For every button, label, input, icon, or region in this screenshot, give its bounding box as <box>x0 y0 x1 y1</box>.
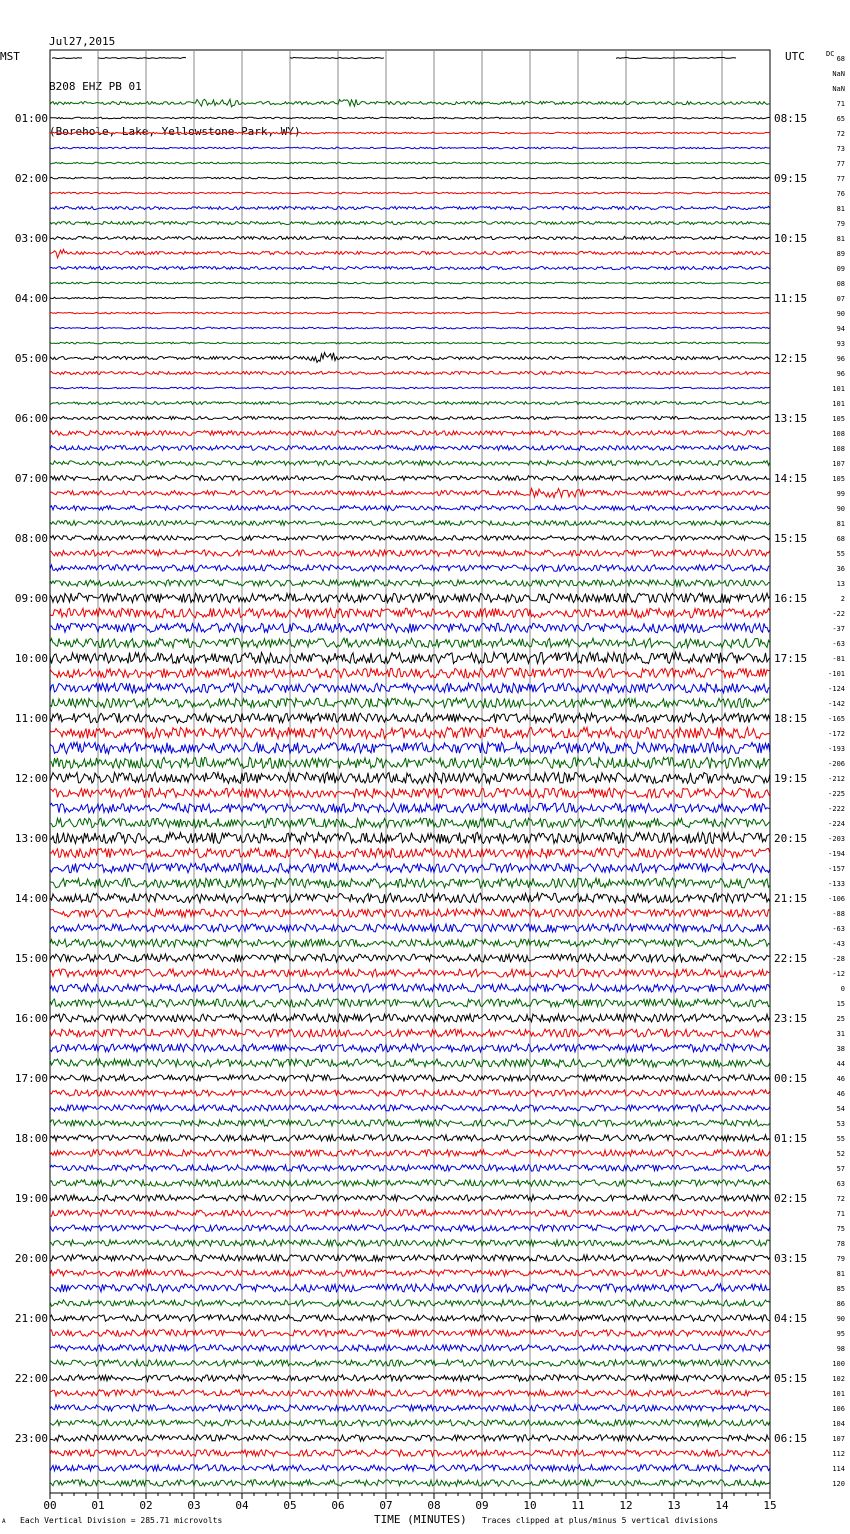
seismic-trace <box>50 1435 770 1441</box>
seismic-trace <box>50 1180 770 1186</box>
clip-note: Traces clipped at plus/minus 5 vertical divisions <box>482 1516 719 1525</box>
left-hour-label: 01:00 <box>14 112 48 125</box>
dc-offset-label: 106 <box>832 1405 845 1413</box>
seismic-trace <box>50 698 770 708</box>
dc-offset-label: 38 <box>836 1045 845 1053</box>
dc-offset-label: 89 <box>836 250 845 258</box>
dc-offset-label: 75 <box>836 1225 845 1233</box>
dc-offset-label: -165 <box>828 715 845 723</box>
right-hour-label: 10:15 <box>774 232 808 245</box>
seismic-trace <box>50 1120 770 1126</box>
seismic-trace <box>50 177 770 179</box>
dc-offset-label: 85 <box>836 1285 845 1293</box>
dc-offset-label: 94 <box>836 325 845 333</box>
seismic-trace <box>50 99 770 107</box>
seismic-trace <box>50 1059 770 1067</box>
dc-offset-label: 100 <box>832 1360 845 1368</box>
seismic-trace <box>50 282 770 284</box>
seismic-trace <box>50 1300 770 1306</box>
x-tick-label: 13 <box>667 1499 681 1512</box>
dc-offset-label: 86 <box>836 1300 845 1308</box>
right-hour-label: 18:15 <box>774 712 808 725</box>
dc-offset-label: -224 <box>828 820 845 828</box>
seismic-trace <box>50 1284 770 1292</box>
left-hour-label: 10:00 <box>14 652 48 665</box>
dc-offset-label: 2 <box>840 595 845 603</box>
seismic-trace <box>50 623 770 633</box>
x-tick-label: 15 <box>763 1499 777 1512</box>
seismic-trace <box>50 1135 770 1141</box>
dc-offset-label: 71 <box>836 1210 845 1218</box>
seismic-trace <box>50 1315 770 1321</box>
dc-offset-label: -172 <box>828 730 845 738</box>
seismic-trace <box>50 476 770 481</box>
dc-offset-label: -203 <box>828 835 845 843</box>
dc-offset-label: 13 <box>836 580 845 588</box>
right-hour-labels <box>774 112 807 1445</box>
left-hour-label: 22:00 <box>14 1372 48 1385</box>
dc-offset-label: -142 <box>828 700 845 708</box>
left-hour-label: 09:00 <box>14 592 48 605</box>
seismic-trace <box>50 1375 770 1381</box>
dc-offset-label: 0 <box>840 985 845 993</box>
seismic-trace <box>290 57 384 58</box>
seismic-trace <box>52 58 82 59</box>
dc-offset-label: 108 <box>832 445 845 453</box>
right-hour-label: 19:15 <box>774 772 808 785</box>
dc-offset-label: 31 <box>836 1030 845 1038</box>
seismic-trace <box>50 683 770 693</box>
seismic-trace <box>50 221 770 224</box>
seismic-trace <box>50 1345 770 1351</box>
seismic-trace <box>50 984 770 992</box>
dc-offset-label: 96 <box>836 370 845 378</box>
dc-offset-label: -37 <box>832 625 845 633</box>
right-hour-label: 17:15 <box>774 652 808 665</box>
right-timezone-label: UTC <box>785 50 805 63</box>
dc-offset-label: 78 <box>836 1240 845 1248</box>
dc-offset-label: 46 <box>836 1075 845 1083</box>
dc-offset-label: 65 <box>836 115 845 123</box>
seismic-trace <box>50 1014 770 1022</box>
dc-offset-labels <box>826 50 845 1488</box>
dc-offset-label: -124 <box>828 685 845 693</box>
seismic-trace <box>50 431 770 436</box>
right-hour-label: 03:15 <box>774 1252 808 1265</box>
dc-offset-label: -81 <box>832 655 845 663</box>
seismic-trace <box>50 727 770 738</box>
dc-offset-label: 52 <box>836 1150 845 1158</box>
dc-offset-label: 79 <box>836 220 845 228</box>
seismic-trace <box>50 1210 770 1216</box>
right-hour-label: 06:15 <box>774 1432 808 1445</box>
dc-offset-label: -225 <box>828 790 845 798</box>
dc-offset-label: 57 <box>836 1165 845 1173</box>
seismic-trace <box>50 1150 770 1156</box>
dc-offset-label: NaN <box>832 85 845 93</box>
right-hour-label: 14:15 <box>774 472 808 485</box>
x-tick-label: 09 <box>475 1499 489 1512</box>
seismic-trace <box>98 57 186 58</box>
left-hour-label: 03:00 <box>14 232 48 245</box>
dc-offset-label: 36 <box>836 565 845 573</box>
seismic-trace <box>50 353 770 363</box>
x-tick-label: 02 <box>139 1499 153 1512</box>
dc-offset-label: 81 <box>836 1270 845 1278</box>
vertical-division-note: Each Vertical Division = 285.71 microvolts <box>20 1516 223 1525</box>
seismic-trace <box>50 371 770 374</box>
dc-offset-label: -88 <box>832 910 845 918</box>
left-hour-label: 13:00 <box>14 832 48 845</box>
dc-offset-label: 25 <box>836 1015 845 1023</box>
seismic-trace <box>50 1405 770 1411</box>
dc-offset-label: 108 <box>832 430 845 438</box>
seismic-trace <box>50 638 770 648</box>
seismic-trace <box>50 803 770 813</box>
left-hour-label: 07:00 <box>14 472 48 485</box>
left-hour-labels <box>15 112 48 1445</box>
dc-offset-label: 98 <box>836 1345 845 1353</box>
dc-offset-label: 120 <box>832 1480 845 1488</box>
dc-offset-label: 73 <box>836 145 845 153</box>
seismic-trace <box>616 57 736 58</box>
x-tick-label: 06 <box>331 1499 345 1512</box>
seismic-trace <box>50 297 770 299</box>
dc-offset-label: 105 <box>832 415 845 423</box>
seismic-trace <box>50 488 770 497</box>
right-hour-label: 22:15 <box>774 952 808 965</box>
x-tick-label: 10 <box>523 1499 537 1512</box>
right-hour-label: 01:15 <box>774 1132 808 1145</box>
dc-offset-label: 76 <box>836 190 845 198</box>
x-tick-label: 04 <box>235 1499 249 1512</box>
dc-offset-label: 96 <box>836 355 845 363</box>
dc-offset-label: 81 <box>836 205 845 213</box>
dc-offset-label: -22 <box>832 610 845 618</box>
dc-offset-label: 68 <box>836 55 845 63</box>
seismic-trace <box>50 893 770 903</box>
dc-offset-label: 68 <box>836 535 845 543</box>
seismic-trace <box>50 249 770 257</box>
dc-offset-label: 90 <box>836 505 845 513</box>
left-hour-label: 23:00 <box>14 1432 48 1445</box>
seismic-trace <box>50 593 770 603</box>
seismic-trace <box>50 401 770 404</box>
dc-offset-label: 90 <box>836 1315 845 1323</box>
dc-offset-label: 107 <box>832 460 845 468</box>
dc-offset-label: 55 <box>836 1135 845 1143</box>
dc-offset-label: -193 <box>828 745 845 753</box>
seismic-trace <box>50 521 770 526</box>
dc-offset-label: -12 <box>832 970 845 978</box>
seismic-trace <box>50 461 770 466</box>
seismic-trace <box>50 848 770 858</box>
dc-offset-label: -133 <box>828 880 845 888</box>
seismic-trace <box>50 1480 770 1486</box>
dc-offset-label: 07 <box>836 295 845 303</box>
dc-offset-label: 101 <box>832 1390 845 1398</box>
seismic-trace <box>50 1044 770 1052</box>
right-hour-label: 05:15 <box>774 1372 808 1385</box>
seismic-trace <box>50 1450 770 1456</box>
seismic-trace <box>50 1240 770 1246</box>
seismic-trace <box>50 954 770 962</box>
dc-offset-label: 105 <box>832 475 845 483</box>
seismic-trace <box>50 832 770 843</box>
dc-offset-label: 15 <box>836 1000 845 1008</box>
dc-offset-label: -212 <box>828 775 845 783</box>
left-hour-label: 16:00 <box>14 1012 48 1025</box>
seismic-trace <box>50 192 770 194</box>
right-hour-label: 21:15 <box>774 892 808 905</box>
seismic-trace <box>50 668 770 678</box>
footer-mark: A <box>2 1518 6 1525</box>
dc-offset-label: -222 <box>828 805 845 813</box>
left-hour-label: 19:00 <box>14 1192 48 1205</box>
header-location: (Borehole, Lake, Yellowstone Park, WY) <box>49 125 301 138</box>
x-axis-title: TIME (MINUTES) <box>374 1513 467 1526</box>
seismic-trace <box>50 147 770 149</box>
x-tick-label: 14 <box>715 1499 729 1512</box>
dc-offset-label: -206 <box>828 760 845 768</box>
right-hour-label: 00:15 <box>774 1072 808 1085</box>
left-hour-label: 15:00 <box>14 952 48 965</box>
seismic-trace <box>50 999 770 1007</box>
seismic-trace <box>50 162 770 164</box>
dc-offset-label: 55 <box>836 550 845 558</box>
x-tick-label: 12 <box>619 1499 633 1512</box>
seismic-trace <box>50 878 770 888</box>
seismic-trace <box>50 565 770 571</box>
left-hour-label: 02:00 <box>14 172 48 185</box>
left-hour-label: 11:00 <box>14 712 48 725</box>
x-tick-label: 07 <box>379 1499 393 1512</box>
seismic-trace <box>50 1165 770 1171</box>
seismic-trace <box>50 863 770 872</box>
seismic-trace <box>50 818 770 828</box>
left-hour-label: 12:00 <box>14 772 48 785</box>
dc-offset-label: 77 <box>836 160 845 168</box>
dc-offset-label: 93 <box>836 340 845 348</box>
left-hour-label: 18:00 <box>14 1132 48 1145</box>
dc-offset-label: 104 <box>832 1420 845 1428</box>
left-hour-label: 14:00 <box>14 892 48 905</box>
dc-offset-label: 81 <box>836 520 845 528</box>
x-tick-label: 05 <box>283 1499 297 1512</box>
dc-offset-label: 72 <box>836 130 845 138</box>
right-hour-label: 13:15 <box>774 412 808 425</box>
seismic-trace <box>50 206 770 209</box>
dc-offset-label: -63 <box>832 925 845 933</box>
dc-offset-label: 71 <box>836 100 845 108</box>
seismic-trace <box>50 446 770 451</box>
seismic-trace <box>50 772 770 783</box>
dc-offset-label: 101 <box>832 400 845 408</box>
dc-offset-label: -101 <box>828 670 845 678</box>
seismic-trace <box>50 1330 770 1336</box>
dc-offset-label: 46 <box>836 1090 845 1098</box>
seismic-trace <box>50 266 770 269</box>
seismic-trace <box>50 1090 770 1096</box>
dc-offset-label: -194 <box>828 850 845 858</box>
dc-offset-label: 09 <box>836 265 845 273</box>
seismic-trace <box>50 608 770 618</box>
seismic-trace <box>50 713 770 723</box>
seismic-trace <box>50 236 770 239</box>
dc-offset-label: 99 <box>836 490 845 498</box>
seismic-trace <box>50 506 770 511</box>
dc-offset-label: 102 <box>832 1375 845 1383</box>
seismic-trace <box>50 580 770 586</box>
seismic-trace <box>50 788 770 798</box>
seismic-trace <box>50 969 770 977</box>
seismic-trace <box>50 1420 770 1426</box>
x-tick-label: 11 <box>571 1499 585 1512</box>
left-hour-label: 20:00 <box>14 1252 48 1265</box>
right-hour-label: 08:15 <box>774 112 808 125</box>
seismic-trace <box>50 536 770 541</box>
seismic-trace <box>50 1465 770 1471</box>
dc-offset-label: 08 <box>836 280 845 288</box>
dc-offset-label: NaN <box>832 70 845 78</box>
seismic-trace <box>50 132 770 134</box>
left-hour-label: 08:00 <box>14 532 48 545</box>
seismic-trace <box>50 1255 770 1261</box>
left-hour-label: 17:00 <box>14 1072 48 1085</box>
dc-offset-label: 54 <box>836 1105 845 1113</box>
seismic-trace <box>50 757 770 768</box>
dc-offset-label: 101 <box>832 385 845 393</box>
seismic-trace <box>50 327 770 329</box>
seismic-trace <box>50 1195 770 1201</box>
right-hour-label: 23:15 <box>774 1012 808 1025</box>
left-hour-label: 06:00 <box>14 412 48 425</box>
header-date: Jul27,2015 <box>49 35 116 48</box>
dc-offset-label: 114 <box>832 1465 845 1473</box>
right-hour-label: 04:15 <box>774 1312 808 1325</box>
seismic-trace <box>50 312 770 314</box>
dc-offset-label: 72 <box>836 1195 845 1203</box>
dc-offset-label: 79 <box>836 1255 845 1263</box>
right-hour-label: 16:15 <box>774 592 808 605</box>
x-tick-label: 01 <box>91 1499 105 1512</box>
dc-offset-label: -28 <box>832 955 845 963</box>
seismic-trace <box>50 550 770 556</box>
dc-offset-label: 81 <box>836 235 845 243</box>
x-axis <box>43 1493 776 1512</box>
dc-offset-label: -43 <box>832 940 845 948</box>
seismic-trace <box>50 117 770 119</box>
right-hour-label: 20:15 <box>774 832 808 845</box>
seismic-trace <box>50 1390 770 1396</box>
dc-column-header: DC <box>826 50 835 58</box>
dc-offset-label: 95 <box>836 1330 845 1338</box>
right-hour-label: 15:15 <box>774 532 808 545</box>
seismic-trace <box>50 652 770 663</box>
dc-offset-label: -157 <box>828 865 845 873</box>
seismic-trace <box>50 387 770 389</box>
dc-offset-label: 107 <box>832 1435 845 1443</box>
seismic-trace <box>50 742 770 753</box>
dc-offset-label: -63 <box>832 640 845 648</box>
left-timezone-label: MST <box>0 50 20 63</box>
right-hour-label: 02:15 <box>774 1192 808 1205</box>
seismic-trace <box>50 909 770 917</box>
right-hour-label: 09:15 <box>774 172 808 185</box>
dc-offset-label: 90 <box>836 310 845 318</box>
dc-offset-label: 63 <box>836 1180 845 1188</box>
left-hour-label: 05:00 <box>14 352 48 365</box>
x-tick-label: 00 <box>43 1499 57 1512</box>
seismic-trace <box>50 1270 770 1276</box>
header-station: B208 EHZ PB 01 <box>49 80 142 93</box>
seismic-trace <box>50 924 770 932</box>
seismic-trace <box>50 939 770 947</box>
dc-offset-label: 112 <box>832 1450 845 1458</box>
seismic-traces <box>50 57 770 1486</box>
dc-offset-label: 53 <box>836 1120 845 1128</box>
dc-offset-label: 44 <box>836 1060 845 1068</box>
seismic-trace <box>50 342 770 344</box>
left-hour-label: 21:00 <box>14 1312 48 1325</box>
right-hour-label: 12:15 <box>774 352 808 365</box>
dc-offset-label: -106 <box>828 895 845 903</box>
seismic-trace <box>50 1105 770 1111</box>
left-hour-label: 04:00 <box>14 292 48 305</box>
seismic-trace <box>50 1075 770 1081</box>
x-tick-label: 08 <box>427 1499 441 1512</box>
seismic-trace <box>50 1360 770 1366</box>
right-hour-label: 11:15 <box>774 292 808 305</box>
dc-offset-label: 77 <box>836 175 845 183</box>
x-tick-label: 03 <box>187 1499 201 1512</box>
seismic-trace <box>50 1029 770 1037</box>
seismic-trace <box>50 416 770 419</box>
seismic-trace <box>50 1225 770 1231</box>
